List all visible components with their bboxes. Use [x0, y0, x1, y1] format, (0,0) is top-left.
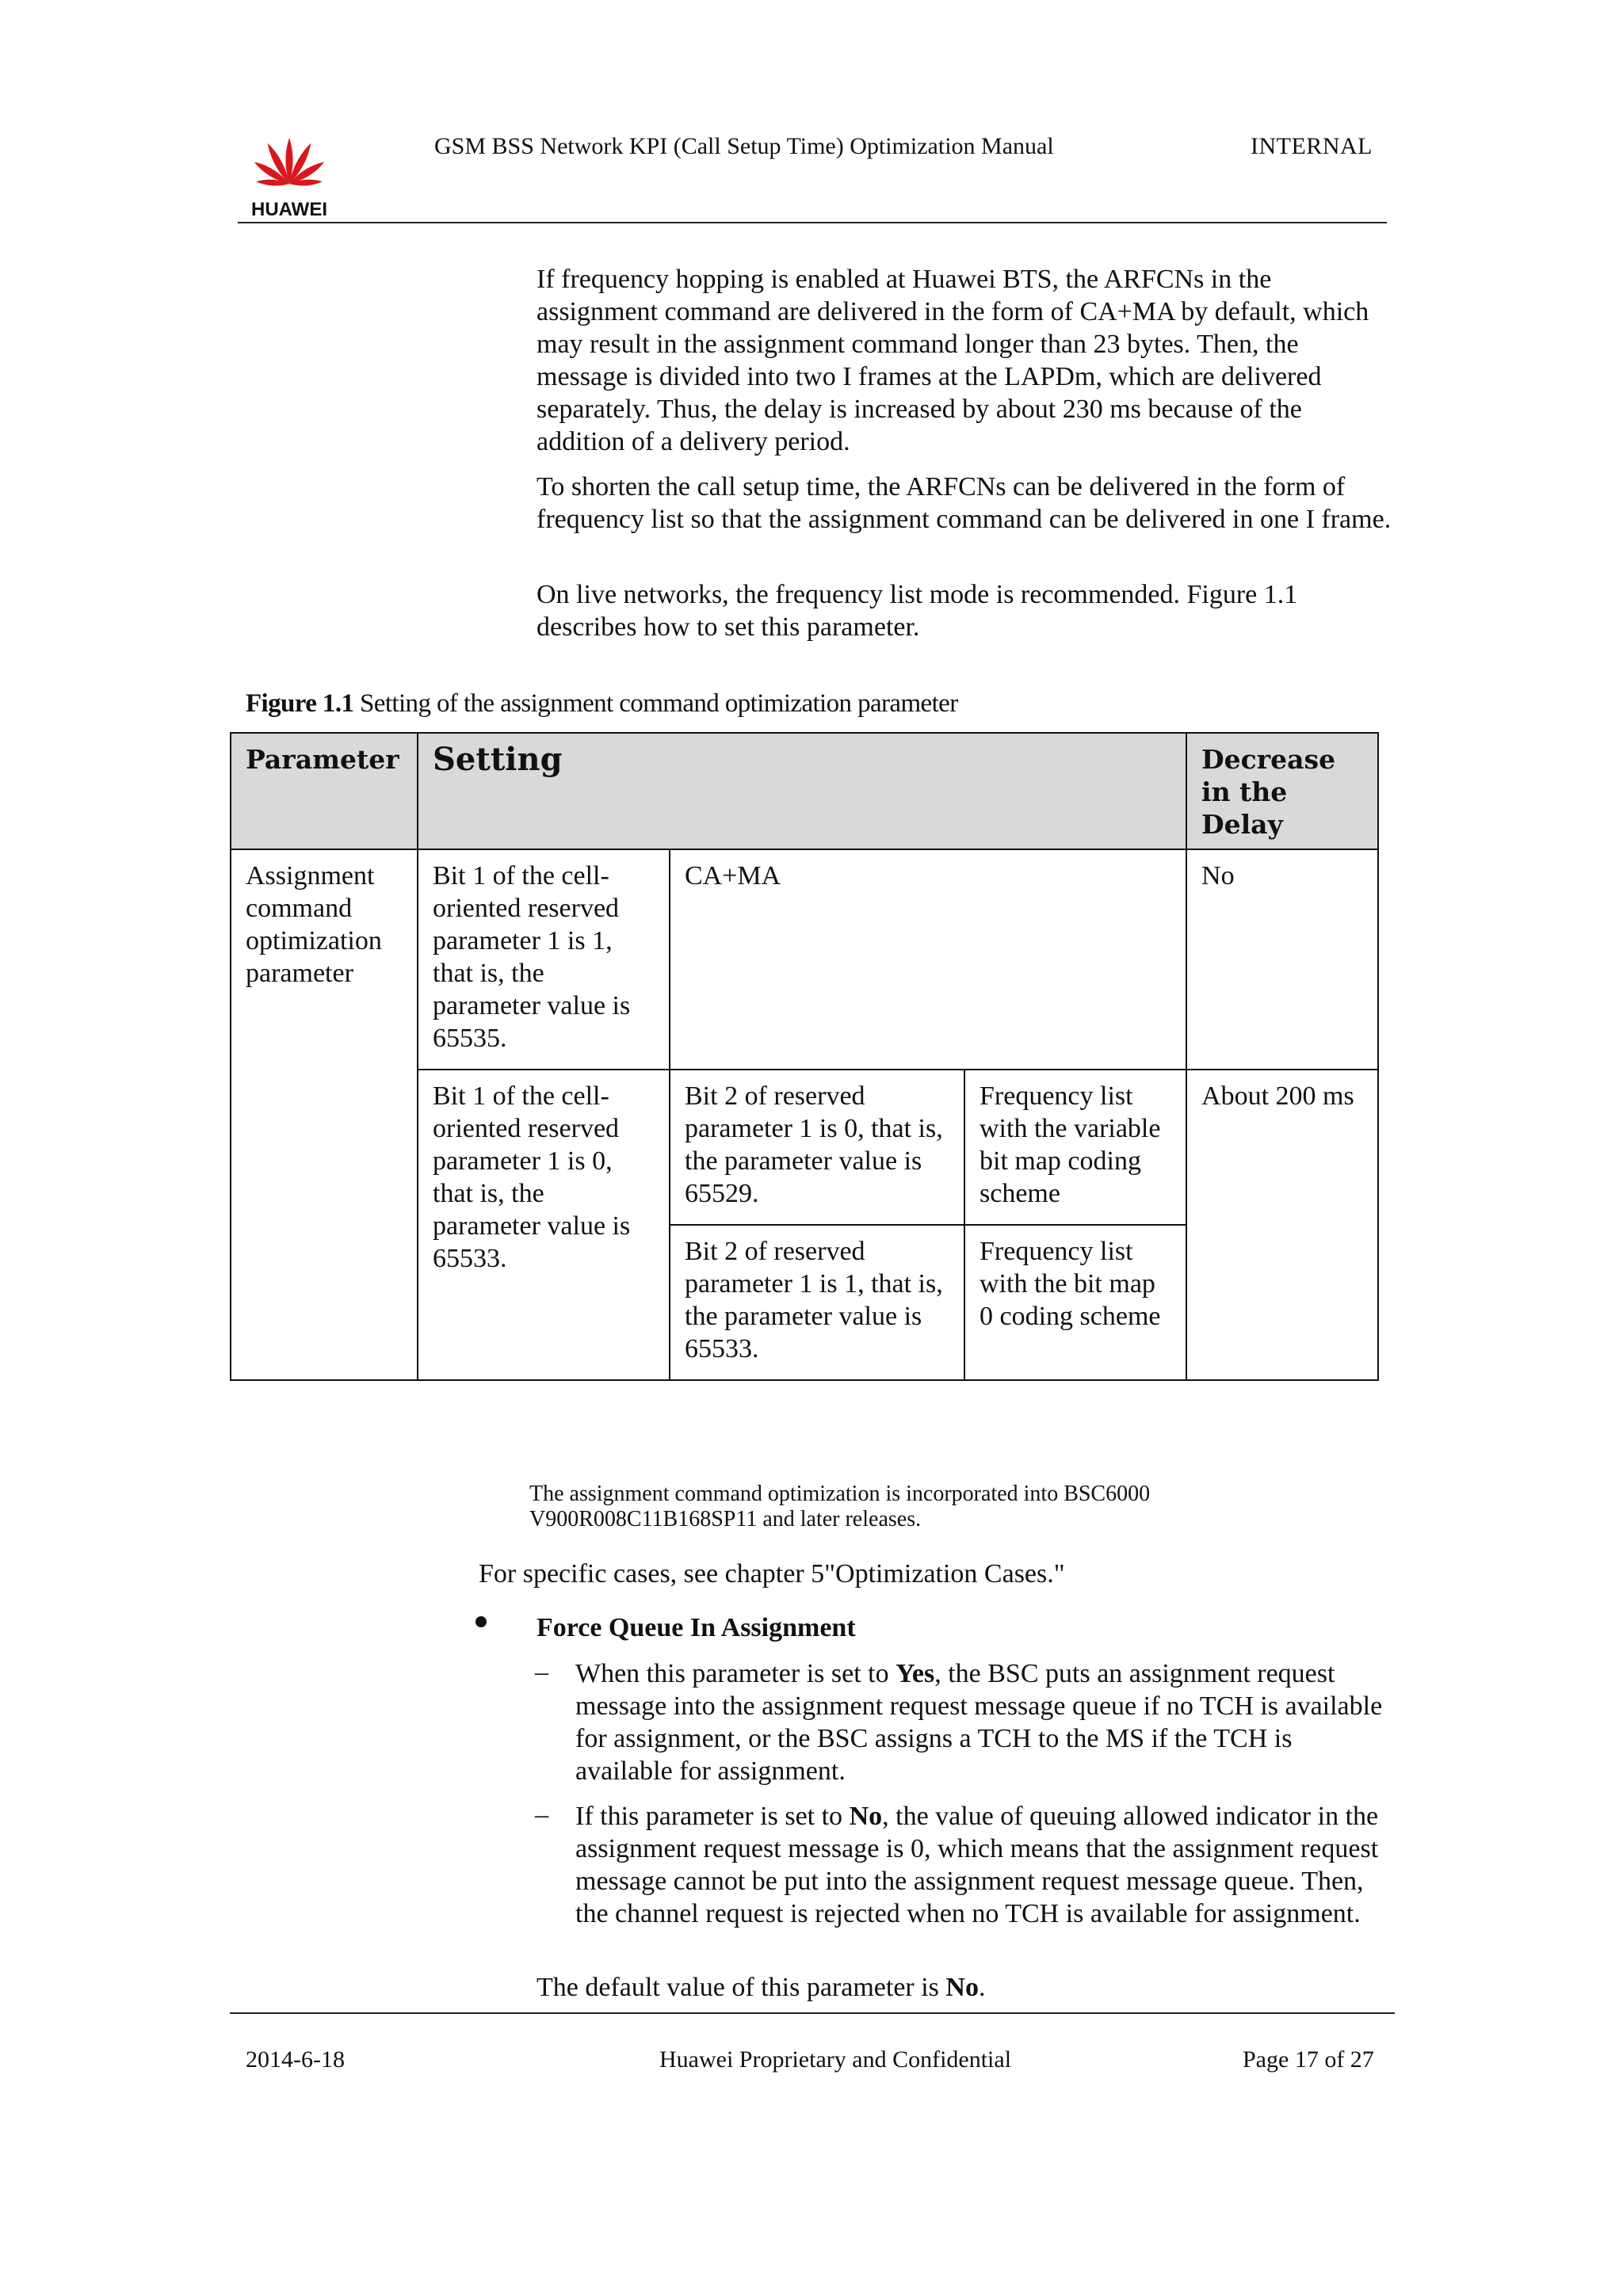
cell-row1-bit1: Bit 1 of the cell-oriented reserved parameter 1 is 1, that is, the parameter value is 65535.	[418, 849, 670, 1070]
header-divider	[238, 222, 1387, 223]
release-note: The assignment command optimization is incorporated into BSC6000 V900R008C11B168SP11 and later releases.	[529, 1482, 1151, 1531]
sub-item-no-pre: If this parameter is set to	[575, 1802, 850, 1831]
cell-row2-bit2a: Bit 2 of reserved parameter 1 is 0, that is, the parameter value is 65529.	[670, 1070, 964, 1225]
document-title: GSM BSS Network KPI (Call Setup Time) Optimization Manual	[434, 133, 1054, 159]
sub-item-no-bold: No	[849, 1802, 883, 1831]
header-decrease: Decrease in the Delay	[1186, 733, 1378, 849]
bullet-icon	[475, 1616, 487, 1627]
table-header-row	[231, 733, 1378, 849]
dash-marker: –	[535, 1800, 548, 1829]
sub-item-yes-pre: When this parameter is set to	[575, 1659, 896, 1688]
paragraph-frequency-hopping: If frequency hopping is enabled at Huawei BTS, the ARFCNs in the assignment command are delivered in the form of CA+MA by default, which may result in the assignment command longer than 23 bytes. Then, the message is divided into two I frames at the LAPDm, which are delivered separately. Thus, the delay is increased by about 230 ms because of the addition of a delivery period.	[537, 265, 1369, 456]
cell-row2-bit1: Bit 1 of the cell-oriented reserved parameter 1 is 0, that is, the parameter value is 65533.	[418, 1070, 670, 1380]
dash-marker: –	[535, 1657, 548, 1687]
cell-row2-decrease: About 200 ms	[1186, 1070, 1378, 1380]
footer-page-number: Page 17 of 27	[1243, 2046, 1374, 2073]
classification-label: INTERNAL	[1251, 133, 1373, 159]
default-bold: No	[945, 1973, 979, 2002]
default-pre: The default value of this parameter is	[537, 1973, 946, 2002]
header-parameter: Parameter	[231, 733, 418, 849]
bullet-heading: Force Queue In Assignment	[537, 1613, 856, 1642]
cell-row2-mode-a: Frequency list with the variable bit map coding scheme	[964, 1070, 1186, 1225]
paragraph-shorten-setup: To shorten the call setup time, the ARFCNs can be delivered in the form of frequency list so that the assignment command can be delivered in one I frame.	[537, 472, 1392, 534]
header-setting: Setting	[418, 733, 1186, 849]
sub-item-yes-bold: Yes	[896, 1659, 935, 1688]
parameter-table	[230, 732, 1379, 1381]
cell-row1-decrease: No	[1186, 849, 1378, 1070]
default-post: .	[978, 1973, 986, 2002]
cell-row3-mode-b: Frequency list with the bit map 0 coding scheme	[964, 1225, 1186, 1380]
figure-caption-text: Setting of the assignment command optimization parameter	[360, 689, 958, 718]
cell-row1-mode: CA+MA	[670, 849, 1186, 1070]
figure-label: Figure 1.1	[246, 689, 354, 718]
sub-item-yes	[575, 1657, 1392, 1787]
brand-text: HUAWEI	[251, 199, 327, 220]
footer-divider	[230, 2012, 1395, 2014]
huawei-logo	[238, 127, 341, 222]
table-row	[231, 849, 1378, 1070]
default-value-text	[537, 1973, 985, 2003]
footer-confidential: Huawei Proprietary and Confidential	[659, 2046, 1012, 2073]
sub-item-no	[575, 1800, 1392, 1930]
sub-item-no-post: , the value of queuing allowed indicator in the assignment request message is 0, which means that the assignment request message cannot be put into the assignment request message queue. Then, the channel request is rejected when no TCH is available for assignment.	[575, 1802, 1379, 1928]
cases-reference: For specific cases, see chapter 5"Optimization Cases."	[479, 1559, 1065, 1589]
footer-date: 2014-6-18	[246, 2046, 345, 2073]
cell-parameter-name: Assignment command optimization parameter	[231, 849, 418, 1380]
paragraph-recommendation: On live networks, the frequency list mode is recommended. Figure 1.1 describes how to set this parameter.	[537, 580, 1298, 642]
cell-row3-bit2b: Bit 2 of reserved parameter 1 is 1, that is, the parameter value is 65533.	[670, 1225, 964, 1380]
figure-caption	[246, 689, 958, 719]
sub-item-yes-post: , the BSC puts an assignment request message into the assignment request message queue if no TCH is available for assignment, or the BSC assigns a TCH to the MS if the TCH is available for assignment.	[575, 1659, 1383, 1786]
